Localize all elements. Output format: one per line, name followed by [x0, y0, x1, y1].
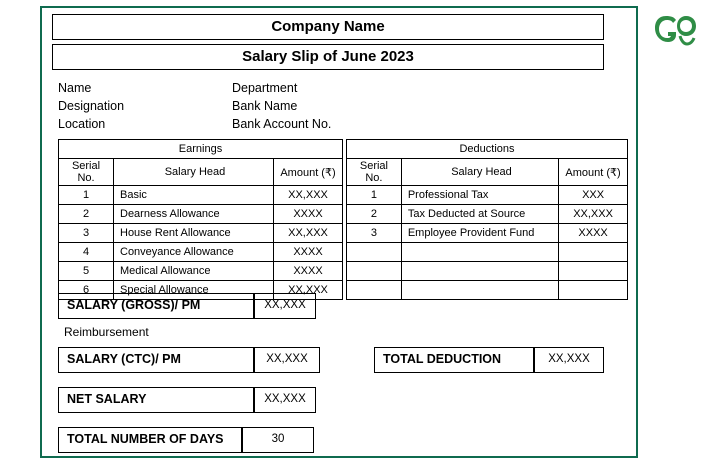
deductions-row-amount: XXX — [559, 186, 628, 205]
slip-title: Salary Slip of June 2023 — [52, 44, 604, 70]
earnings-row-serial: 3 — [59, 224, 114, 243]
deductions-col-head: Salary Head — [401, 159, 558, 186]
earnings-row-serial: 4 — [59, 243, 114, 262]
geeksforgeeks-logo — [654, 10, 698, 50]
total-days-row — [52, 427, 628, 453]
blank-cell — [347, 262, 402, 281]
gross-salary-row — [52, 293, 628, 319]
ctc-salary-value: XX,XXX — [254, 347, 320, 373]
earnings-row-head: Medical Allowance — [114, 262, 274, 281]
company-name: Company Name — [52, 14, 604, 40]
earnings-section-title-row — [59, 140, 343, 159]
deductions-section-title-row — [347, 140, 628, 159]
earnings-row-head: Basic — [114, 186, 274, 205]
table-row — [59, 224, 343, 243]
table-row-blank — [347, 262, 628, 281]
table-row — [59, 243, 343, 262]
earnings-row-amount: XXXX — [274, 262, 343, 281]
deductions-section-title: Deductions — [347, 140, 628, 159]
meta-department-label: Department — [232, 81, 298, 95]
net-salary-row — [52, 387, 628, 413]
net-salary-value: XX,XXX — [254, 387, 316, 413]
table-row — [59, 262, 343, 281]
deductions-row-serial: 3 — [347, 224, 402, 243]
table-row — [347, 205, 628, 224]
meta-right-column — [232, 79, 331, 133]
gross-salary-value: XX,XXX — [254, 293, 316, 319]
deductions-row-head: Employee Provident Fund — [401, 224, 558, 243]
blank-cell — [559, 262, 628, 281]
meta-left-column — [58, 79, 124, 133]
earnings-section-title: Earnings — [59, 140, 343, 159]
reimbursement-row — [52, 325, 628, 343]
earnings-row-amount: XXXX — [274, 205, 343, 224]
ctc-salary-label: SALARY (CTC)/ PM — [58, 347, 254, 373]
table-row-blank — [347, 243, 628, 262]
total-days-value: 30 — [242, 427, 314, 453]
earnings-row-serial: 2 — [59, 205, 114, 224]
earnings-row-head: Conveyance Allowance — [114, 243, 274, 262]
deductions-header-row — [347, 159, 628, 186]
earnings-row-amount: XX,XXX — [274, 186, 343, 205]
blank-cell — [401, 262, 558, 281]
table-row — [347, 224, 628, 243]
total-deduction-value: XX,XXX — [534, 347, 604, 373]
deductions-table — [346, 139, 628, 300]
earnings-row-head: House Rent Allowance — [114, 224, 274, 243]
blank-cell — [347, 243, 402, 262]
employee-meta — [52, 79, 628, 137]
salary-slip — [52, 14, 628, 444]
earnings-col-head: Salary Head — [114, 159, 274, 186]
deductions-row-amount: XXXX — [559, 224, 628, 243]
deductions-row-serial: 1 — [347, 186, 402, 205]
total-deduction-label: TOTAL DEDUCTION — [374, 347, 534, 373]
earnings-row-serial: 6 — [59, 281, 114, 300]
total-days-label: TOTAL NUMBER OF DAYS — [58, 427, 242, 453]
earnings-row-amount: XX,XXX — [274, 224, 343, 243]
deductions-row-head: Professional Tax — [401, 186, 558, 205]
earnings-row-head: Dearness Allowance — [114, 205, 274, 224]
meta-bank-name-label: Bank Name — [232, 99, 298, 113]
earnings-table — [58, 139, 343, 300]
deductions-col-serial: Serial No. — [347, 159, 402, 186]
net-salary-label: NET SALARY — [58, 387, 254, 413]
meta-bank-account-label: Bank Account No. — [232, 117, 332, 131]
meta-name-label: Name — [58, 81, 92, 95]
gross-salary-label: SALARY (GROSS)/ PM — [58, 293, 254, 319]
deductions-row-head: Tax Deducted at Source — [401, 205, 558, 224]
deductions-row-amount: XX,XXX — [559, 205, 628, 224]
table-row — [347, 186, 628, 205]
blank-cell — [401, 243, 558, 262]
meta-location-label: Location — [58, 117, 106, 131]
earnings-row-serial: 1 — [59, 186, 114, 205]
earnings-row-amount: XXXX — [274, 243, 343, 262]
earnings-row-head: Special Allowance — [114, 281, 274, 300]
ctc-row — [52, 347, 628, 373]
earnings-col-amount: Amount (₹) — [274, 159, 343, 186]
deductions-row-serial: 2 — [347, 205, 402, 224]
reimbursement-label: Reimbursement — [64, 325, 149, 339]
earnings-deductions-row — [52, 139, 628, 296]
table-row — [59, 186, 343, 205]
earnings-row-amount: XX,XXX — [274, 281, 343, 300]
deductions-col-amount: Amount (₹) — [559, 159, 628, 186]
blank-cell — [559, 243, 628, 262]
earnings-header-row — [59, 159, 343, 186]
table-row — [59, 205, 343, 224]
meta-designation-label: Designation — [58, 99, 125, 113]
earnings-row-serial: 5 — [59, 262, 114, 281]
earnings-col-serial: Serial No. — [59, 159, 114, 186]
